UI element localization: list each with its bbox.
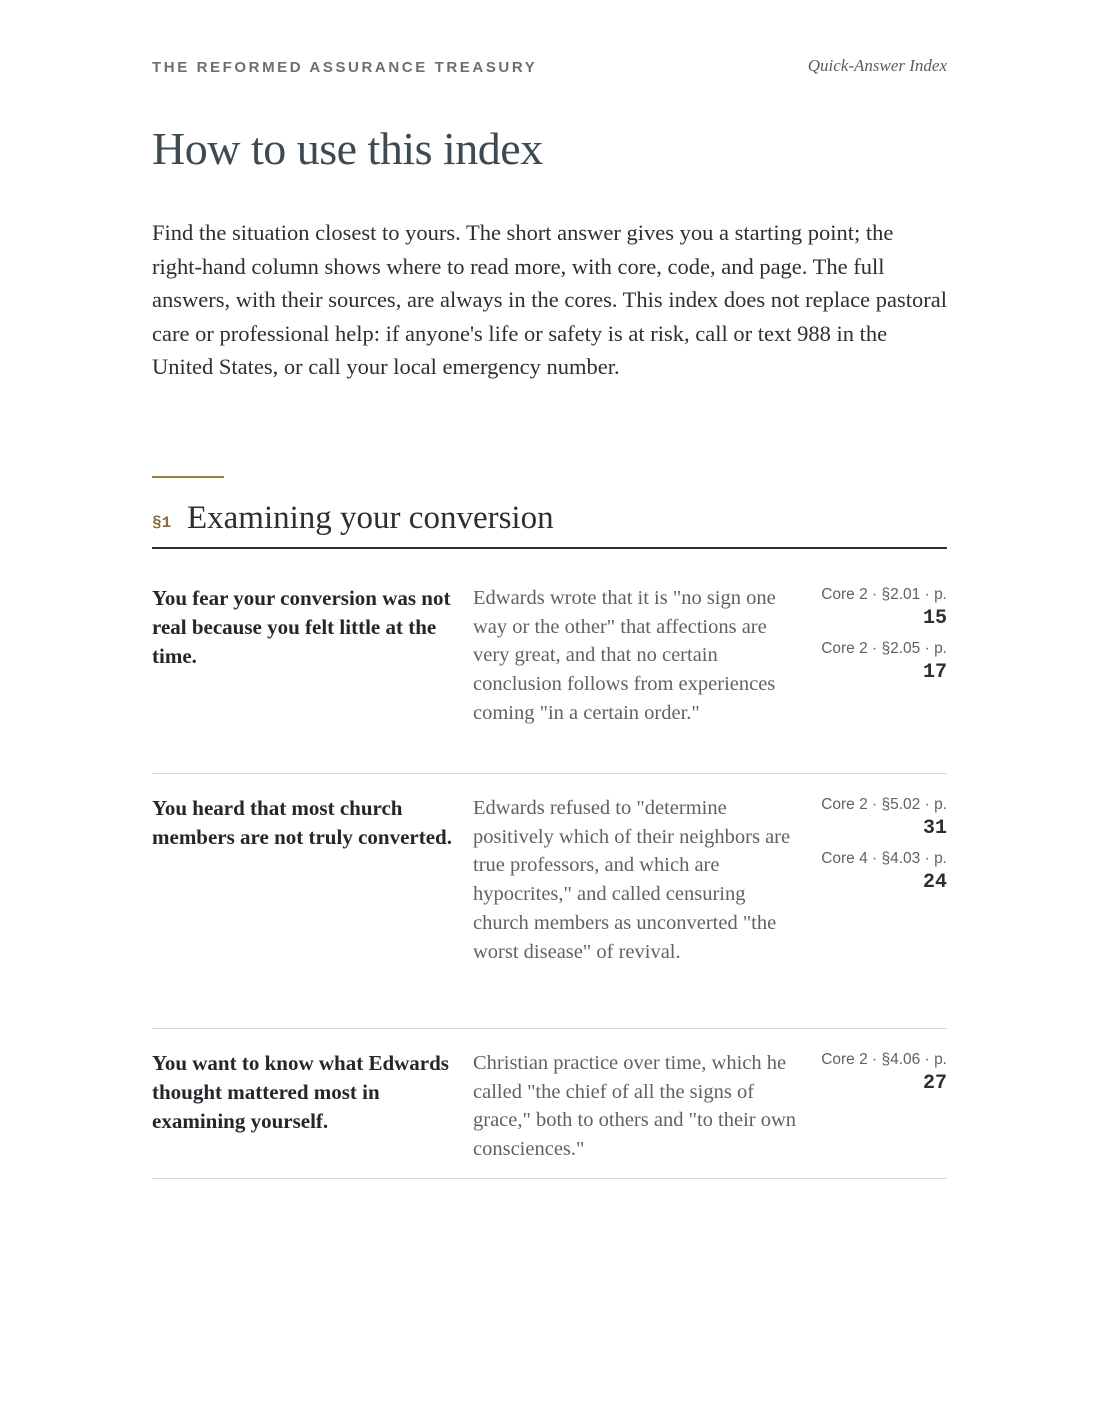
reference[interactable]: [807, 1049, 947, 1097]
reference[interactable]: [807, 794, 947, 842]
entry-references: [807, 1049, 947, 1103]
reference-core-code: Core 2 · §5.02 · p.: [821, 796, 947, 813]
reference-core-code: Core 2 · §2.01 · p.: [821, 586, 947, 603]
reference[interactable]: [807, 638, 947, 686]
reference-page: 27: [922, 1072, 947, 1095]
section-number: §1: [152, 514, 172, 532]
series-title: THE REFORMED ASSURANCE TREASURY: [152, 59, 538, 76]
index-entry: [152, 584, 947, 774]
reference-core-code: Core 2 · §2.05 · p.: [821, 640, 947, 657]
entry-references: [807, 584, 947, 692]
entry-situation: You heard that most church members are not truly converted.: [152, 796, 452, 849]
entry-answer: Edwards refused to "determine positively which of their neighbors are true professors, and which are hypocrites," and called censuring church members as unconverted "the worst disease" of revival.: [473, 797, 791, 963]
index-entries: [152, 584, 947, 1179]
reference-core-code: Core 2 · §4.06 · p.: [821, 1051, 947, 1068]
section-accent-rule: [152, 476, 224, 478]
section-title: Examining your conversion: [187, 500, 554, 536]
index-entry: [152, 1049, 947, 1179]
section-heading: [152, 500, 947, 549]
reference-page: 15: [922, 607, 947, 630]
document-label: Quick-Answer Index: [807, 56, 947, 75]
intro-paragraph: Find the situation closest to yours. The short answer gives you a starting point; the right-hand column shows where to read more, with core, code, and page. The full answers, with their sources, are always in the cores. This index does not replace pastoral care or professional help: if anyone's life or safety is at risk, call or text 988 in the United States, or call your local emergency number.: [152, 220, 947, 380]
reference-page: 31: [922, 817, 947, 840]
entry-answer: Edwards wrote that it is "no sign one way or the other" that affections are very great, and that no certain conclusion follows from experiences coming "in a certain order.": [473, 587, 776, 724]
entry-situation: You want to know what Edwards thought mattered most in examining yourself.: [152, 1051, 449, 1133]
reference[interactable]: [807, 584, 947, 632]
index-entry: [152, 794, 947, 1029]
entry-references: [807, 794, 947, 902]
reference-page: 24: [922, 871, 947, 894]
reference-core-code: Core 4 · §4.03 · p.: [821, 850, 947, 867]
reference[interactable]: [807, 848, 947, 896]
reference-page: 17: [922, 661, 947, 684]
page-title: How to use this index: [152, 123, 543, 174]
entry-answer: Christian practice over time, which he called "the chief of all the signs of grace," both to others and "to their own consciences.": [473, 1052, 797, 1161]
running-head: [152, 56, 947, 80]
entry-situation: You fear your conversion was not real because you felt little at the time.: [152, 586, 451, 668]
